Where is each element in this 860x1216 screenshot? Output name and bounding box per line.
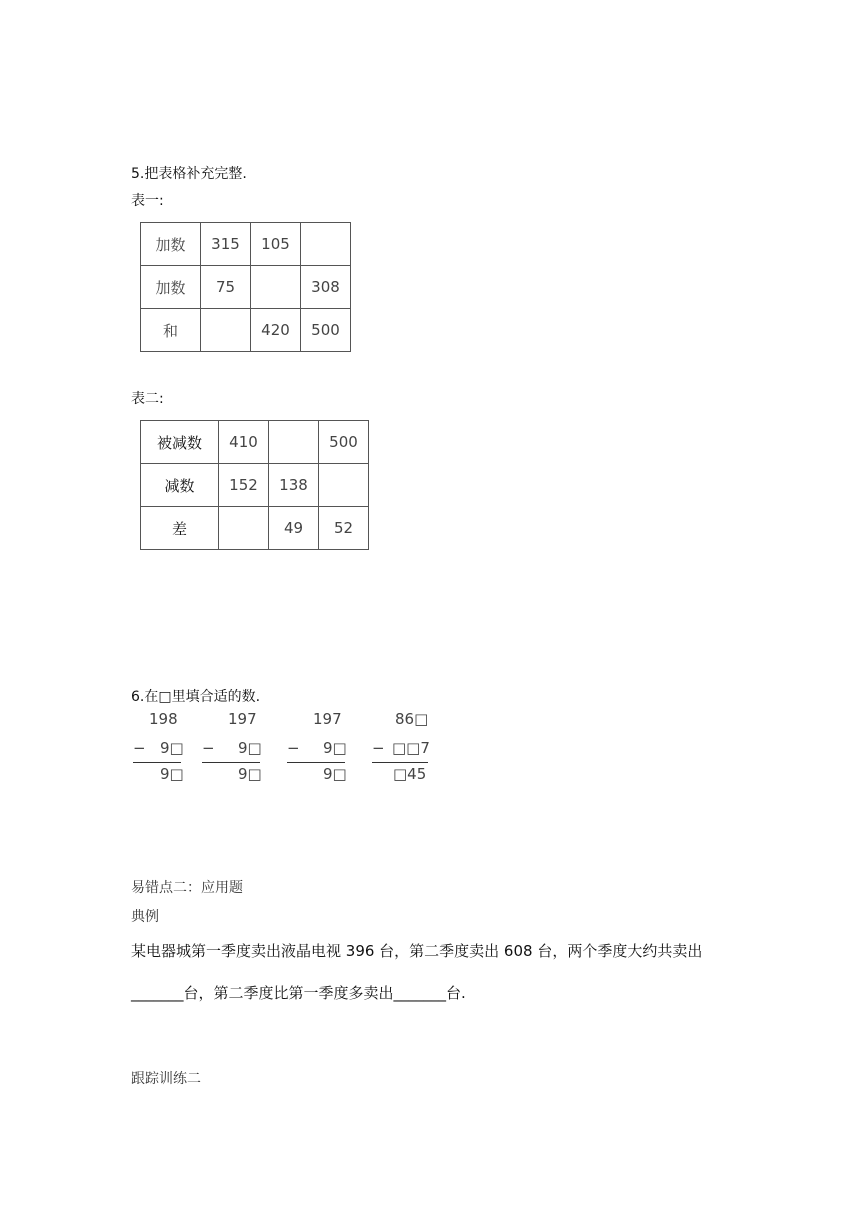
underline-rule [133, 762, 181, 763]
subtrahend: 9□ [160, 739, 184, 757]
table-cell [301, 223, 351, 266]
table-cell [251, 266, 301, 309]
table-cell: 差 [141, 507, 219, 550]
minuend: 86□ [395, 710, 429, 728]
problem-text-line-2: _______台，第二季度比第一季度多卖出_______台. [131, 984, 466, 1002]
difference: □45 [393, 765, 427, 783]
table-cell: 308 [301, 266, 351, 309]
table-row [141, 464, 369, 507]
minus-sign: − [372, 739, 385, 757]
minus-sign: − [133, 739, 146, 757]
minuend: 197 [313, 710, 342, 728]
followup-heading: 跟踪训练二 [131, 1071, 201, 1087]
table-cell: 420 [251, 309, 301, 352]
table-cell: 加数 [141, 223, 201, 266]
table-cell: 138 [269, 464, 319, 507]
table-2-label: 表二: [131, 391, 164, 407]
subtrahend: □□7 [392, 739, 430, 757]
difference: 9□ [160, 765, 184, 783]
table-cell: 75 [201, 266, 251, 309]
table-cell: 和 [141, 309, 201, 352]
table-cell [201, 309, 251, 352]
problem-text-line-1: 某电器城第一季度卖出液晶电视 396 台，第二季度卖出 608 台，两个季度大约共卖出 [131, 942, 703, 960]
difference: 9□ [238, 765, 262, 783]
difference: 9□ [323, 765, 347, 783]
table-cell: 被减数 [141, 421, 219, 464]
table-cell: 加数 [141, 266, 201, 309]
table-row [141, 266, 351, 309]
table-cell: 152 [219, 464, 269, 507]
table-cell: 315 [201, 223, 251, 266]
underline-rule [372, 762, 428, 763]
table-1 [140, 222, 351, 352]
table-cell [219, 507, 269, 550]
table-cell: 410 [219, 421, 269, 464]
table-cell: 105 [251, 223, 301, 266]
table-cell: 52 [319, 507, 369, 550]
table-row [141, 507, 369, 550]
minus-sign: − [202, 739, 215, 757]
section-heading: 易错点二：应用题 [131, 880, 243, 896]
table-cell: 减数 [141, 464, 219, 507]
table-cell [269, 421, 319, 464]
table-1-label: 表一: [131, 193, 164, 209]
table-row [141, 421, 369, 464]
minus-sign: − [287, 739, 300, 757]
question-5-title: 5.把表格补充完整. [131, 166, 247, 182]
subtrahend: 9□ [238, 739, 262, 757]
table-row [141, 309, 351, 352]
subtrahend: 9□ [323, 739, 347, 757]
underline-rule [202, 762, 260, 763]
minuend: 198 [149, 710, 178, 728]
table-2 [140, 420, 369, 550]
table-cell [319, 464, 369, 507]
table-cell: 500 [319, 421, 369, 464]
table-cell: 49 [269, 507, 319, 550]
table-cell: 500 [301, 309, 351, 352]
minuend: 197 [228, 710, 257, 728]
example-label: 典例 [131, 909, 159, 925]
underline-rule [287, 762, 345, 763]
question-6-title: 6.在□里填合适的数. [131, 689, 261, 705]
table-row [141, 223, 351, 266]
